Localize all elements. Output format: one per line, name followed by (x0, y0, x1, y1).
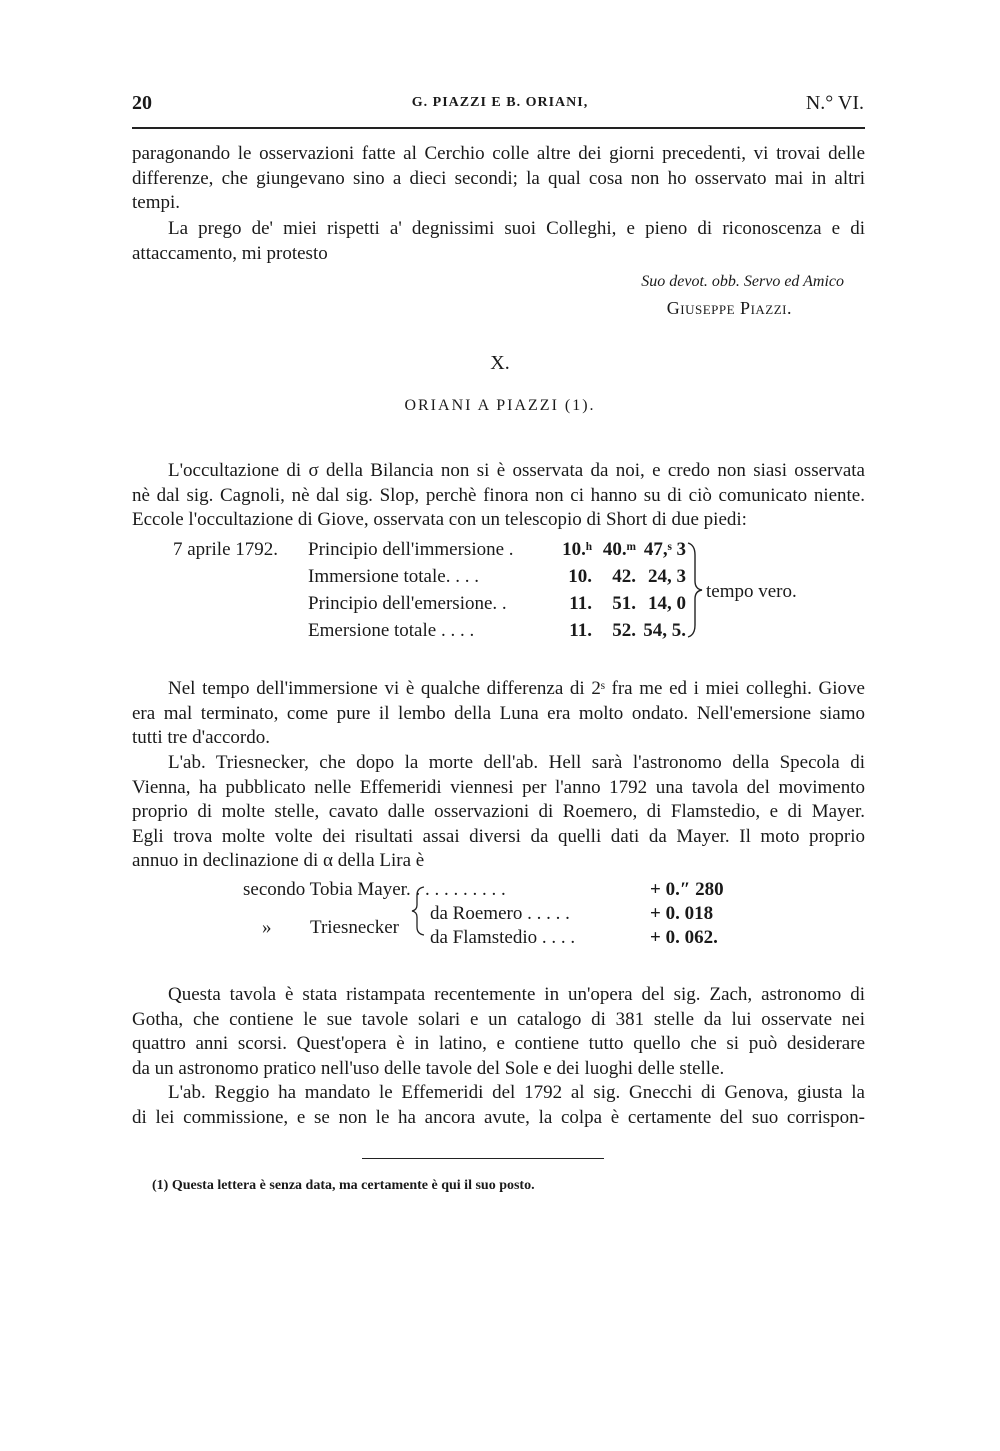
minutes-value: 40.ᵐ (602, 539, 636, 560)
minutes-value: 52. (612, 620, 636, 641)
row-label: Triesnecker (310, 917, 399, 938)
text-line: nè dal sig. Cagnoli, nè dal sig. Slop, perchè finora non ci hanno su di ciò comunicato niente. (132, 484, 865, 506)
paragraph-zach (132, 983, 865, 1081)
letter-number: X. (490, 352, 510, 374)
page-number: 20 (132, 92, 152, 114)
text-line: Questa tavola è stata ristampata recentemente in un'opera del sig. Zach, astronomo di (168, 984, 865, 1005)
paragraph-greeting (132, 217, 865, 266)
seconds-value: 54, 5. (643, 620, 686, 641)
text-line: L'ab. Triesnecker, che dopo la morte dell'ab. Hell sarà l'astronomo della Specola di (168, 752, 865, 773)
row-value: + 0. 062. (650, 927, 718, 948)
observation-date: 7 aprile 1792. (173, 539, 279, 560)
section-number-header: N.° VI. (805, 92, 864, 114)
header-rule (132, 127, 865, 129)
row-label: secondo Tobia Mayer. . . . . . . . . . . (243, 879, 506, 900)
letter-title: ORIANI A PIAZZI (1). (404, 397, 596, 414)
minutes-value: 51. (612, 593, 636, 614)
text-line: L'occultazione di σ della Bilancia non si è osservata da noi, e credo non siasi osservata (168, 460, 865, 481)
text-line: Eccole l'occultazione di Giove, osservata con un telescopio di Short di due piedi: (132, 509, 747, 530)
running-title: G. PIAZZI E B. ORIANI, (411, 95, 589, 110)
signature-closing: Suo devot. obb. Servo ed Amico (641, 273, 844, 290)
table-row (0, 566, 1000, 590)
row-value: + 0. 018 (650, 903, 714, 924)
text-line: tempi. (132, 192, 181, 213)
row-label: Immersione totale. . . . (308, 566, 479, 587)
signature-name: Giuseppe Piazzi. (666, 298, 792, 318)
table-row (0, 620, 1000, 644)
row-label: Principio dell'emersione. . (308, 593, 507, 614)
footnote-rule (362, 1158, 604, 1159)
seconds-value: 14, 0 (648, 593, 686, 614)
text-line: tutti tre d'accordo. (132, 727, 270, 748)
table-row (0, 593, 1000, 617)
text-line: differenze, che giungevano sino a dieci secondi; la qual cosa non ho osservato mai in altri (132, 167, 865, 189)
paragraph-triesnecker (132, 751, 865, 874)
text-line: proprio di molte stelle, cavato dalle osservazioni di Roemero, di Flamstedio, e di Mayer. (132, 801, 865, 822)
ditto-mark: » (262, 917, 272, 938)
paragraph-continuation (132, 142, 865, 216)
paragraph-occultation (132, 459, 865, 533)
text-line: da un astronomo pratico nell'uso delle tavole del Sole e dei luoghi delle stelle. (132, 1057, 725, 1079)
seconds-value: 24, 3 (648, 566, 686, 587)
footnote: (1) Questa lettera è senza data, ma certamente è qui il suo posto. (152, 1178, 535, 1193)
hours-value: 11. (569, 593, 592, 614)
text-line: Nel tempo dell'immersione vi è qualche differenza di 2ˢ fra me ed i miei colleghi. Giove (168, 678, 865, 699)
text-line: L'ab. Reggio ha mandato le Effemeridi del 1792 al sig. Gnecchi di Genova, giusta la (168, 1082, 865, 1103)
hours-value: 10. (568, 566, 592, 587)
paragraph-immersion (132, 677, 865, 751)
row-label: da Roemero . . . . . (430, 903, 570, 924)
text-line: Vienna, ha pubblicato nelle Effemeridi viennesi per l'anno 1792 una tavola del movimento (132, 776, 865, 798)
hours-value: 10.ʰ (562, 539, 592, 560)
table-row (0, 539, 1000, 563)
text-line: Gotha, che contiene le sue tavole solari e un catalogo di 381 stelle da lui osservate nei (132, 1008, 865, 1030)
text-line: paragonando le osservazioni fatte al Cerchio colle altre dei giorni precedenti, vi trovai delle (132, 143, 865, 164)
text-line: annuo in declinazione di α della Lira è (132, 850, 425, 871)
text-line: Egli trova molte volte dei risultati assai diversi da quelli dati da Mayer. Il moto proprio (132, 825, 865, 847)
row-label: da Flamstedio . . . . (430, 927, 576, 948)
right-brace (686, 541, 704, 639)
seconds-value: 47,ˢ 3 (643, 539, 686, 560)
proper-motion-table (0, 879, 1000, 959)
text-line: era mal terminato, come pure il lembo della Luna era molto ondato. Nell'emersione siamo (132, 702, 865, 724)
row-label: Emersione totale . . . . (308, 620, 475, 641)
row-value: + 0.″ 280 (650, 879, 724, 900)
time-note: tempo vero. (706, 581, 797, 602)
text-line: La prego de' miei rispetti a' degnissimi suoi Colleghi, e pieno di riconoscenza e di (168, 218, 865, 239)
occultation-table (0, 539, 1000, 649)
text-line: quattro anni scorsi. Quest'opera è in latino, e contiene tutto quello che si può desiderare (132, 1033, 865, 1054)
paragraph-reggio (132, 1081, 865, 1130)
hours-value: 11. (569, 620, 592, 641)
left-brace (410, 885, 426, 937)
text-line: attaccamento, mi protesto (132, 242, 328, 264)
row-label: Principio dell'immersione . (308, 539, 514, 560)
text-line: di lei commissione, e se non le ha ancora avute, la colpa è certamente del suo corrispon- (132, 1106, 865, 1128)
minutes-value: 42. (612, 566, 636, 587)
